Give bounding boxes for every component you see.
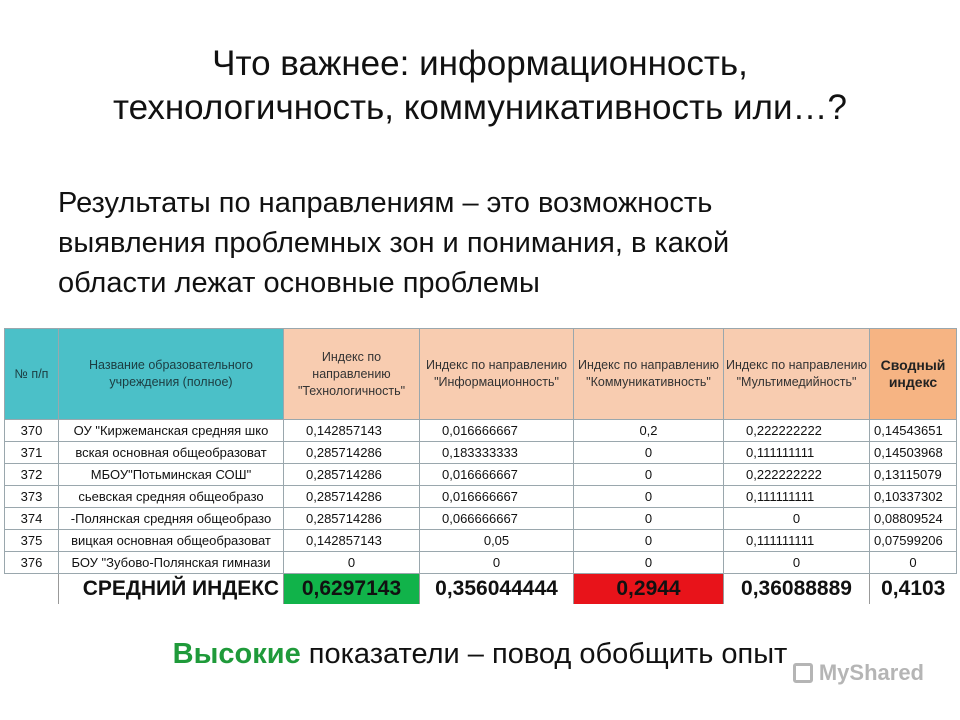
- cell-school-name: вицкая основная общеобразоват: [59, 530, 284, 552]
- cell-communication: 0: [574, 530, 724, 552]
- footer-text: показатели – повод обобщить опыт: [300, 638, 788, 670]
- header-information-index: Индекс по направлению "Информационность": [420, 329, 574, 420]
- table-row: [5, 420, 957, 442]
- body-line-2: выявления проблемных зон и понимания, в какой: [58, 227, 730, 259]
- slide-body: [58, 183, 918, 303]
- table-row: [5, 464, 957, 486]
- cell-technology: 0,285714286: [284, 486, 420, 508]
- title-line-1: Что важнее: информационность,: [212, 44, 748, 83]
- average-multimedia: 0,36088889: [724, 574, 870, 605]
- cell-school-name: сьевская средняя общеобразо: [59, 486, 284, 508]
- cell-summary: 0: [870, 552, 957, 574]
- header-communication-index: Индекс по направлению "Коммуникативность": [574, 329, 724, 420]
- cell-number: 373: [5, 486, 59, 508]
- cell-number: 370: [5, 420, 59, 442]
- table-row: [5, 552, 957, 574]
- cell-information: 0,066666667: [420, 508, 574, 530]
- cell-information: 0,016666667: [420, 420, 574, 442]
- cell-technology: 0,285714286: [284, 464, 420, 486]
- table-row: [5, 530, 957, 552]
- cell-technology: 0,285714286: [284, 442, 420, 464]
- cell-number: 375: [5, 530, 59, 552]
- cell-summary: 0,13115079: [870, 464, 957, 486]
- cell-summary: 0,14543651: [870, 420, 957, 442]
- average-index-label: СРЕДНИЙ ИНДЕКС: [59, 574, 284, 605]
- cell-communication: 0,2: [574, 420, 724, 442]
- cell-summary: 0,07599206: [870, 530, 957, 552]
- cell-summary: 0,14503968: [870, 442, 957, 464]
- cell-school-name: МБОУ"Потьминская СОШ": [59, 464, 284, 486]
- cell-number: 376: [5, 552, 59, 574]
- watermark-text: MyShared: [818, 660, 924, 685]
- cell-multimedia: 0,111111111: [724, 530, 870, 552]
- table-row: [5, 508, 957, 530]
- cell-school-name: -Полянская средняя общеобразо: [59, 508, 284, 530]
- average-index-row: [5, 574, 957, 605]
- average-information: 0,356044444: [420, 574, 574, 605]
- cell-information: 0,05: [420, 530, 574, 552]
- header-summary-index: Сводный индекс: [870, 329, 957, 420]
- cell-multimedia: 0,111111111: [724, 442, 870, 464]
- mouse-icon: [793, 663, 813, 683]
- header-school-name: Название образовательного учреждения (полное): [59, 329, 284, 420]
- cell-multimedia: 0,222222222: [724, 464, 870, 486]
- cell-information: 0,016666667: [420, 486, 574, 508]
- cell-school-name: ОУ "Киржеманская средняя шко: [59, 420, 284, 442]
- body-line-3: области лежат основные проблемы: [58, 267, 540, 299]
- table-row: [5, 442, 957, 464]
- table-header-row: [5, 329, 957, 420]
- cell-multimedia: 0: [724, 508, 870, 530]
- cell-communication: 0: [574, 464, 724, 486]
- cell-number: 372: [5, 464, 59, 486]
- cell-communication: 0: [574, 486, 724, 508]
- footer-highlight: Высокие: [172, 638, 301, 670]
- cell-multimedia: 0: [724, 552, 870, 574]
- header-number: № п/п: [5, 329, 59, 420]
- results-table: [4, 328, 957, 604]
- header-technology-index: Индекс по направлению "Технологичность": [284, 329, 420, 420]
- cell-number: 371: [5, 442, 59, 464]
- cell-technology: 0,142857143: [284, 420, 420, 442]
- body-line-1: Результаты по направлениям – это возможность: [58, 187, 713, 219]
- cell-communication: 0: [574, 442, 724, 464]
- cell-information: 0,016666667: [420, 464, 574, 486]
- cell-information: 0,183333333: [420, 442, 574, 464]
- cell-technology: 0: [284, 552, 420, 574]
- table-row: [5, 486, 957, 508]
- cell-technology: 0,285714286: [284, 508, 420, 530]
- header-multimedia-index: Индекс по направлению "Мультимедийность": [724, 329, 870, 420]
- cell-multimedia: 0,222222222: [724, 420, 870, 442]
- cell-summary: 0,10337302: [870, 486, 957, 508]
- average-spacer: [5, 574, 59, 605]
- title-line-2: технологичность, коммуникативность или…?: [113, 88, 847, 127]
- average-summary: 0,4103: [870, 574, 957, 605]
- cell-technology: 0,142857143: [284, 530, 420, 552]
- cell-information: 0: [420, 552, 574, 574]
- cell-school-name: вская основная общеобразоват: [59, 442, 284, 464]
- slide-title: [40, 42, 920, 130]
- cell-communication: 0: [574, 552, 724, 574]
- cell-school-name: БОУ "Зубово-Полянская гимнази: [59, 552, 284, 574]
- cell-summary: 0,08809524: [870, 508, 957, 530]
- cell-number: 374: [5, 508, 59, 530]
- cell-communication: 0: [574, 508, 724, 530]
- watermark: [793, 660, 924, 686]
- average-communication: 0,2944: [574, 574, 724, 605]
- cell-multimedia: 0,111111111: [724, 486, 870, 508]
- average-technology: 0,6297143: [284, 574, 420, 605]
